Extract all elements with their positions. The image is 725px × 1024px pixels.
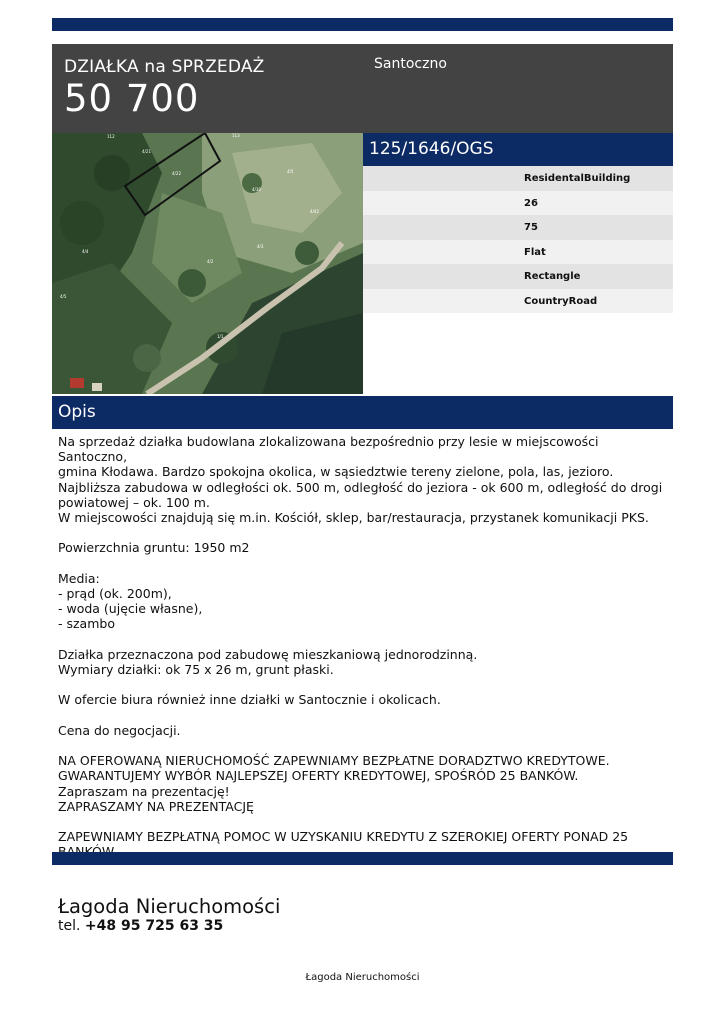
aerial-photo (52, 133, 363, 394)
description-heading-bar (52, 396, 673, 429)
svg-text:4/42: 4/42 (310, 209, 319, 214)
description-line: Media: (58, 570, 100, 586)
description-spacer (58, 632, 670, 647)
attribute-row (363, 264, 673, 289)
description-line: Cena do negocjacji. (58, 722, 181, 738)
description-spacer (58, 708, 670, 723)
attribute-value: 75 (524, 222, 538, 233)
listing-type: DZIAŁKA na SPRZEDAŻ (64, 57, 265, 77)
aerial-map-image (52, 133, 363, 394)
description-line: W ofercie biura również inne działki w Santocznie i okolicach. (58, 692, 441, 708)
svg-text:4/21: 4/21 (142, 149, 151, 154)
svg-text:4/5: 4/5 (60, 294, 67, 299)
svg-text:1/1: 1/1 (217, 334, 224, 339)
attribute-row (363, 240, 673, 265)
attribute-value: CountryRoad (524, 295, 598, 307)
description-line: - prąd (ok. 200m), (58, 586, 172, 601)
attribute-value: ResidentalBuilding (524, 173, 631, 184)
svg-text:112: 112 (107, 134, 115, 139)
description-line: Wymiary działki: ok 75 x 26 m, grunt płaski. (58, 662, 334, 677)
attribute-row (363, 215, 673, 240)
reference-number-bar (363, 133, 673, 166)
description-line: GWARANTUJEMY WYBÓR NAJLEPSZEJ OFERTY KREDYTOWEJ, SPOŚRÓD 25 BANKÓW. (58, 768, 579, 784)
svg-text:4/22: 4/22 (172, 171, 181, 176)
description-line: ZAPRASZAMY NA PREZENTACJĘ (58, 798, 254, 814)
description-line: NA OFEROWANĄ NIERUCHOMOŚĆ ZAPEWNIAMY BEZPŁATNE DORADZTWO KREDYTOWE. (58, 753, 610, 769)
description-spacer (58, 814, 670, 829)
bottom-accent-bar (52, 852, 673, 865)
svg-text:113: 113 (232, 133, 240, 138)
svg-text:4/3: 4/3 (257, 244, 264, 249)
attribute-row (363, 166, 673, 191)
listing-location: Santoczno (374, 56, 447, 72)
listing-price: 50 700 (64, 77, 200, 120)
page-footer: Łagoda Nieruchomości (305, 972, 420, 983)
reference-number: 125/1646/OGS (369, 139, 494, 159)
svg-text:4/2: 4/2 (207, 259, 214, 264)
description-line: Najbliższa zabudowa w odległości ok. 500 m, odległość do jeziora - ok 600 m, odległość do drogi (58, 479, 663, 495)
description-line: Na sprzedaż działka budowlana zlokalizowana bezpośrednio przy lesie w miejscowości Santoczno, (58, 434, 599, 465)
description-line: ZAPEWNIAMY BEZPŁATNĄ POMOC W UZYSKANIU KREDYTU Z SZEROKIEJ OFERTY PONAD 25 (58, 829, 629, 845)
attributes-table (363, 166, 673, 313)
listing-header (52, 44, 673, 133)
description-spacer (58, 738, 670, 753)
attribute-value: Flat (524, 246, 546, 258)
description-spacer (58, 556, 670, 571)
description-line: Działka przeznaczona pod zabudowę mieszkaniową jednorodzinną. (58, 646, 478, 662)
description-line: - woda (ujęcie własne), (58, 601, 203, 617)
phone-number[interactable]: +48 95 725 63 35 (84, 918, 224, 934)
description-line: W miejscowości znajdują się m.in. Kościół, sklep, bar/restauracja, przystanek komunikacji PKS. (58, 510, 649, 526)
svg-text:4/5: 4/5 (287, 169, 294, 174)
description-spacer (58, 525, 670, 540)
svg-text:4/4: 4/4 (82, 249, 89, 254)
description-line: powiatowej – ok. 100 m. (58, 494, 210, 510)
top-accent-bar (52, 18, 673, 31)
description-line: Zapraszam na prezentację! (58, 783, 230, 799)
description-line: Powierzchnia gruntu: 1950 m2 (58, 540, 250, 556)
attribute-value: Rectangle (524, 271, 581, 282)
description-spacer (58, 677, 670, 692)
description-heading: Opis (58, 402, 96, 422)
description-line: gmina Kłodawa. Bardzo spokojna okolica, w sąsiedztwie tereny zielone, pola, las, jezioro. (58, 464, 614, 480)
attribute-value: 26 (524, 197, 538, 209)
attribute-row (363, 191, 673, 216)
description-body (58, 434, 670, 860)
svg-text:4/30: 4/30 (252, 187, 261, 192)
description-line: - szambo (58, 616, 115, 632)
agency-name: Łagoda Nieruchomości (58, 895, 281, 918)
phone-label: tel. (58, 918, 81, 934)
attribute-row (363, 289, 673, 314)
phone-line (58, 918, 223, 934)
